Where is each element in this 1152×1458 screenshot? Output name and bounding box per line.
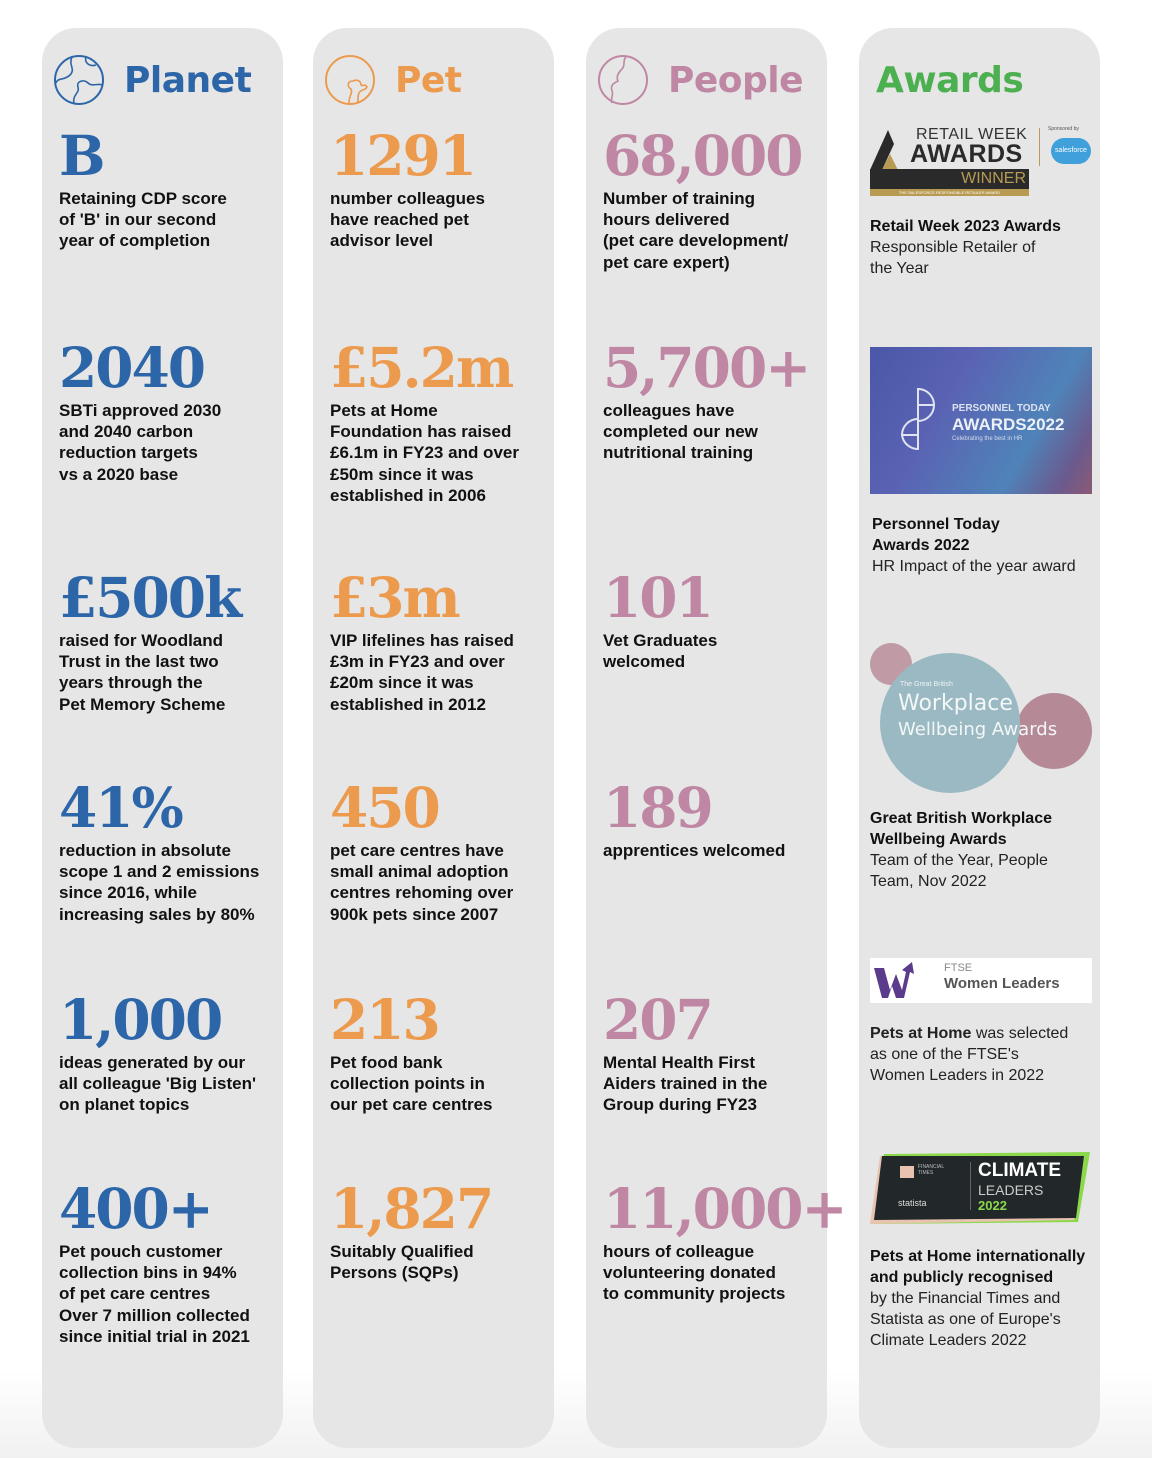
stat-value: 213 xyxy=(330,987,439,1052)
planet-column xyxy=(42,28,283,1448)
stat-block xyxy=(59,335,279,485)
stat-description: Pets at Home Foundation has raised £6.1m in FY23 and over £50m since it was established in 2006 xyxy=(330,401,519,505)
statista-text: statista xyxy=(898,1198,927,1208)
pt-line1: PERSONNEL TODAY xyxy=(952,403,1051,414)
stat-block xyxy=(603,775,823,861)
award-title: Pets at Home internationally and publicly recognised xyxy=(870,1248,1086,1286)
stat-description: VIP lifelines has raised £3m in FY23 and over £20m since it was established in 2012 xyxy=(330,631,514,714)
stat-description: pet care centres have small animal adoption centres rehoming over 900k pets since 2007 xyxy=(330,841,514,924)
retail-week-logo xyxy=(870,126,1094,196)
stat-block xyxy=(603,987,823,1116)
triangle-logo-icon xyxy=(870,130,900,170)
stat-description: Vet Graduates welcomed xyxy=(603,631,718,672)
award-description: HR Impact of the year award xyxy=(872,558,1076,575)
stat-description: Suitably Qualified Persons (SQPs) xyxy=(330,1242,474,1283)
stat-value: £500k xyxy=(59,565,241,630)
stat-description: Number of training hours delivered (pet care development/ pet care expert) xyxy=(603,189,789,272)
award-description: Responsible Retailer of the Year xyxy=(870,239,1036,277)
stat-description: number colleagues have reached pet advisor level xyxy=(330,189,485,251)
stat-value: 1,827 xyxy=(330,1176,493,1241)
stat-value: 41% xyxy=(59,775,182,840)
wb-line3: Wellbeing Awards xyxy=(898,719,1058,740)
salesforce-cloud-logo: salesforce xyxy=(1051,138,1091,164)
awards-column xyxy=(859,28,1100,1448)
stat-description: ideas generated by our all colleague 'Big Listen' on planet topics xyxy=(59,1053,257,1115)
ftse-women-leaders-logo xyxy=(870,958,1092,1003)
wb-line2: Workplace xyxy=(898,691,1013,716)
stat-block xyxy=(59,987,279,1116)
stat-value: 189 xyxy=(603,775,712,840)
retail-week-text: RETAIL WEEK xyxy=(916,126,1028,143)
stat-block xyxy=(330,123,550,252)
stat-block xyxy=(603,123,823,273)
award-item xyxy=(870,216,1096,279)
stat-value: 1,000 xyxy=(59,987,222,1052)
stat-value: 101 xyxy=(603,565,712,630)
leaders-text: LEADERS xyxy=(978,1182,1044,1198)
stat-value: 207 xyxy=(603,987,712,1052)
logo-divider xyxy=(970,1162,971,1210)
stat-description: raised for Woodland Trust in the last two years through the Pet Memory Scheme xyxy=(59,631,226,714)
pet-title: Pet xyxy=(395,59,462,101)
award-description: Team of the Year, People Team, Nov 2022 xyxy=(870,852,1048,890)
stat-value: 400+ xyxy=(59,1176,212,1241)
stat-block xyxy=(330,987,550,1116)
wb-line1: The Great British xyxy=(900,681,953,688)
people-title: People xyxy=(668,59,804,101)
stat-value: £5.2m xyxy=(330,335,513,400)
stat-block xyxy=(330,565,550,715)
stat-value: £3m xyxy=(330,565,459,630)
stat-value: B xyxy=(59,123,104,188)
planet-title: Planet xyxy=(124,59,252,101)
award-subtitle-strip: THE SALESFORCE RESPONSIBLE RETAILER AWARD xyxy=(870,189,1029,196)
award-item xyxy=(870,1023,1096,1086)
award-title: Personnel Today Awards 2022 xyxy=(872,516,1000,554)
award-description: by the Financial Times and Statista as one of Europe's Climate Leaders 2022 xyxy=(870,1290,1061,1349)
climate-text: CLIMATE xyxy=(978,1160,1062,1181)
people-header xyxy=(596,48,803,112)
pet-icon xyxy=(323,53,377,107)
stat-description: Pet pouch customer collection bins in 94% of pet care centres Over 7 million collected since initial trial in 2021 xyxy=(59,1242,250,1346)
stat-description: reduction in absolute scope 1 and 2 emissions since 2016, while increasing sales by 80% xyxy=(59,841,260,924)
awards-header xyxy=(876,48,1023,112)
stat-description: Pet food bank collection points in our pet care centres xyxy=(330,1053,493,1115)
people-column xyxy=(586,28,846,1448)
award-description: was selected as one of the FTSE's Women Leaders in 2022 xyxy=(870,1025,1069,1084)
award-title: Pets at Home xyxy=(870,1025,972,1042)
stat-block xyxy=(59,565,279,715)
stat-value: 68,000 xyxy=(603,123,802,188)
stat-description: colleagues have completed our new nutritional training xyxy=(603,401,758,463)
wellbeing-awards-logo xyxy=(870,643,1092,793)
stat-block xyxy=(603,1176,846,1305)
stat-block xyxy=(603,565,823,672)
personnel-today-logo xyxy=(870,347,1092,494)
award-item xyxy=(872,514,1098,577)
stat-block xyxy=(330,1176,550,1283)
winner-banner: WINNER xyxy=(870,169,1029,189)
stat-block xyxy=(59,775,279,925)
stat-block xyxy=(59,123,279,252)
award-title: Great British Workplace Wellbeing Awards xyxy=(870,810,1052,848)
stat-block xyxy=(330,335,550,506)
people-icon xyxy=(596,53,650,107)
stat-block xyxy=(59,1176,279,1347)
stat-value: 2040 xyxy=(59,335,205,400)
stat-description: SBTi approved 2030 and 2040 carbon reduction targets vs a 2020 base xyxy=(59,401,222,484)
stat-block xyxy=(330,775,550,925)
award-item xyxy=(870,1246,1096,1351)
ft-badge-icon xyxy=(900,1166,914,1178)
stat-description: Mental Health First Aiders trained in the Group during FY23 xyxy=(603,1053,768,1115)
climate-leaders-logo xyxy=(870,1152,1092,1226)
stat-description: hours of colleague volunteering donated to community projects xyxy=(603,1242,786,1304)
logo-divider xyxy=(1039,128,1040,166)
stat-description: apprentices welcomed xyxy=(603,841,786,860)
ft-text: FINANCIAL TIMES xyxy=(918,1164,944,1176)
women-leaders-text: Women Leaders xyxy=(944,975,1060,992)
award-item xyxy=(870,808,1096,892)
stat-block xyxy=(603,335,823,464)
awards-title: Awards xyxy=(876,59,1024,101)
pet-column xyxy=(313,28,554,1448)
stat-description: Retaining CDP score of 'B' in our second year of completion xyxy=(59,189,227,251)
awards-text: AWARDS xyxy=(910,140,1023,168)
stat-value: 450 xyxy=(330,775,439,840)
sponsored-by-label: Sponsored by xyxy=(1048,126,1079,132)
stat-value: 1291 xyxy=(330,123,476,188)
globe-icon xyxy=(52,53,106,107)
pt-line3: Celebrating the best in HR xyxy=(952,436,1023,442)
ftse-text: FTSE xyxy=(944,962,973,974)
award-title: Retail Week 2023 Awards xyxy=(870,218,1061,235)
pet-header xyxy=(323,48,462,112)
pt-emblem-icon xyxy=(898,387,938,451)
climate-year-text: 2022 xyxy=(978,1198,1007,1213)
stat-value: 11,000+ xyxy=(603,1176,846,1241)
stat-value: 5,700+ xyxy=(603,335,810,400)
planet-header xyxy=(52,48,251,112)
pt-line2: AWARDS2022 xyxy=(952,415,1065,434)
w-logo-icon xyxy=(874,962,916,1000)
